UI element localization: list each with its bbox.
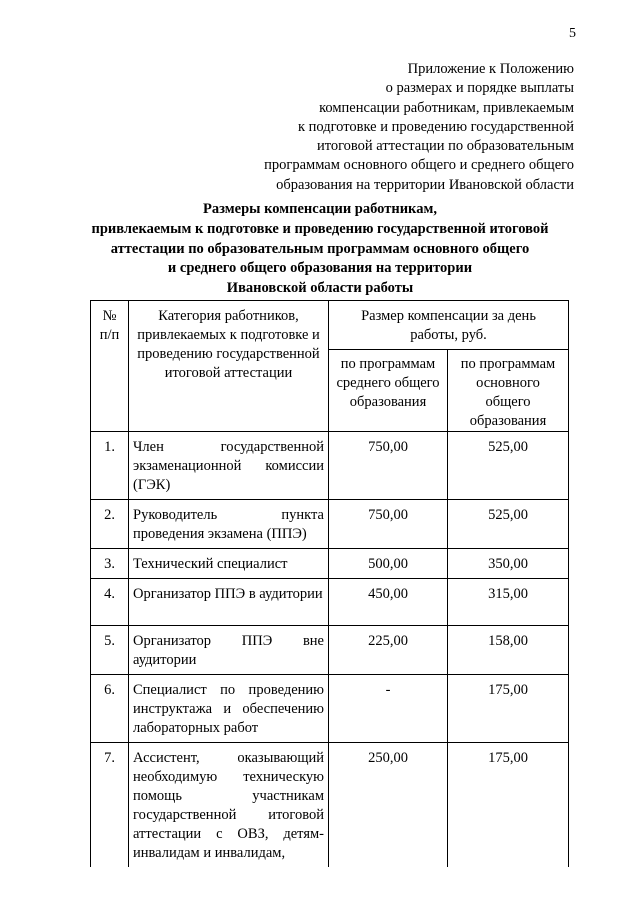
table-row <box>91 500 569 549</box>
row-secondary-value: 250,00 <box>329 743 448 868</box>
document-title <box>60 200 580 299</box>
appendix-heading <box>214 60 574 195</box>
row-basic-value: 315,00 <box>448 579 569 626</box>
appendix-line: компенсации работникам, привлекаемым <box>319 99 574 116</box>
title-line: Ивановской области работы <box>226 280 414 297</box>
title-line: Размеры компенсации работникам, <box>203 201 437 217</box>
title-line: аттестации по образовательным программам основного общего <box>110 240 530 257</box>
row-category: Руководитель пункта проведения экзамена (ППЭ) <box>129 500 329 549</box>
row-number: 1. <box>91 432 129 500</box>
appendix-line: программам основного общего и среднего общего <box>264 157 574 174</box>
row-category: Технический специалист <box>129 549 329 579</box>
row-category: Организатор ППЭ в аудитории <box>129 579 329 626</box>
appendix-line: к подготовке и проведению государственной <box>297 118 574 135</box>
row-secondary-value: 450,00 <box>329 579 448 626</box>
row-category: Специалист по проведению инструктажа и обеспечению лабораторных работ <box>129 675 329 743</box>
header-category: Категория работников, привлекаемых к подготовке и проведению государственной итоговой аттестации <box>129 301 329 432</box>
compensation-table <box>90 300 569 867</box>
row-secondary-value: - <box>329 675 448 743</box>
appendix-line: о размерах и порядке выплаты <box>385 80 574 97</box>
row-secondary-value: 750,00 <box>329 500 448 549</box>
table-header-row <box>91 301 569 350</box>
row-basic-value: 158,00 <box>448 626 569 675</box>
row-basic-value: 525,00 <box>448 432 569 500</box>
table-row <box>91 626 569 675</box>
row-secondary-value: 750,00 <box>329 432 448 500</box>
row-number: 7. <box>91 743 129 868</box>
row-category: Член государственной экзаменационной комиссии (ГЭК) <box>129 432 329 500</box>
appendix-line: образования на территории Ивановской области <box>276 176 574 193</box>
row-number: 3. <box>91 549 129 579</box>
header-compensation: Размер компенсации за день работы, руб. <box>329 301 569 350</box>
row-basic-value: 175,00 <box>448 743 569 868</box>
appendix-line: Приложение к Положению <box>407 61 574 77</box>
row-number: 6. <box>91 675 129 743</box>
header-basic: по программам основного общего образования <box>448 350 569 432</box>
row-basic-value: 350,00 <box>448 549 569 579</box>
row-category: Ассистент, оказывающий необходимую техническую помощь участникам государственной итоговой аттестации с ОВЗ, детям-инвалидам и инвалидам, <box>129 743 329 868</box>
table-row <box>91 675 569 743</box>
table-row <box>91 549 569 579</box>
appendix-line: итоговой аттестации по образовательным <box>316 138 574 155</box>
header-num: № п/п <box>91 301 129 432</box>
row-basic-value: 525,00 <box>448 500 569 549</box>
table-row <box>91 743 569 868</box>
row-number: 2. <box>91 500 129 549</box>
page-number: 5 <box>569 26 576 41</box>
row-category: Организатор ППЭ вне аудитории <box>129 626 329 675</box>
table-row <box>91 579 569 626</box>
table-row <box>91 432 569 500</box>
row-number: 5. <box>91 626 129 675</box>
row-secondary-value: 225,00 <box>329 626 448 675</box>
row-basic-value: 175,00 <box>448 675 569 743</box>
header-secondary: по программам среднего общего образования <box>329 350 448 432</box>
title-line: привлекаемым к подготовке и проведению государственной итоговой <box>91 220 549 237</box>
row-secondary-value: 500,00 <box>329 549 448 579</box>
title-line: и среднего общего образования на территории <box>167 260 473 277</box>
row-number: 4. <box>91 579 129 626</box>
